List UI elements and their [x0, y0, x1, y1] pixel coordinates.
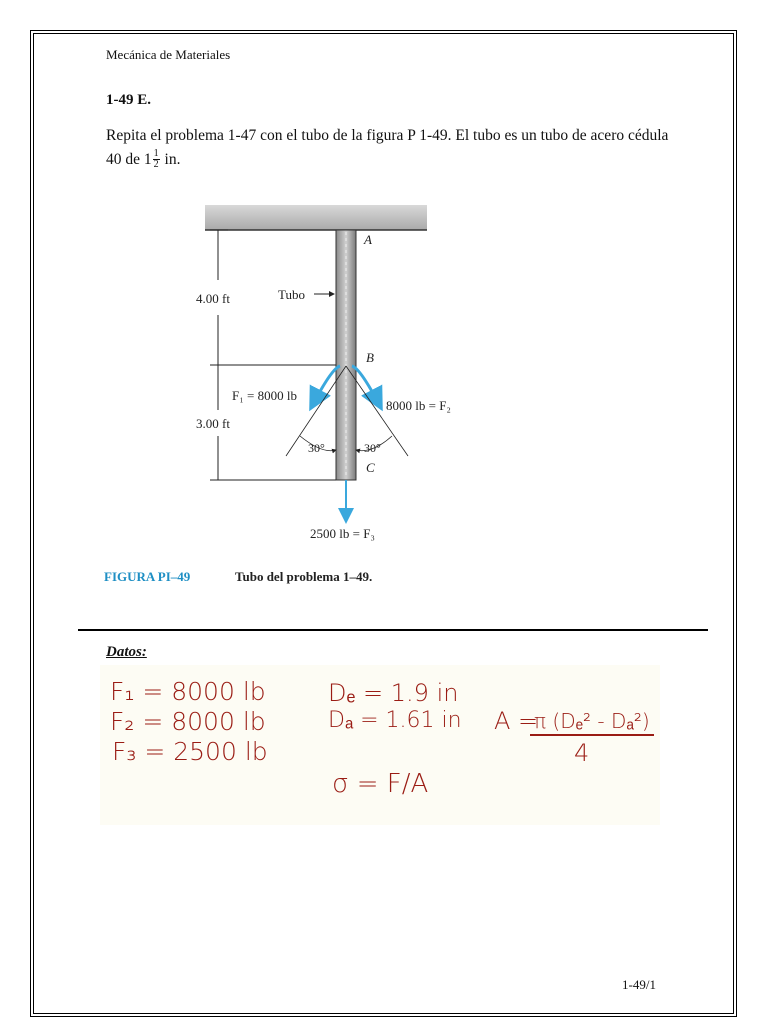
fraction-one-half	[153, 149, 160, 170]
angle-right: 30°	[364, 441, 381, 455]
ceiling-support	[205, 205, 427, 230]
note-area-lhs: A =	[494, 707, 539, 735]
tube-label: Tubo	[278, 287, 305, 302]
page-number: 1-49/1	[622, 977, 656, 992]
label-c: C	[366, 460, 375, 475]
statement-text: Repita el problema 1-47 con el tubo de la figura P 1-49. El tubo es un tubo de acero cédula 40 de 1	[106, 127, 669, 168]
note-f1: F₁ = 8000 lb	[110, 677, 266, 706]
note-area-den: 4	[574, 739, 590, 767]
dim-4ft: 4.00 ft	[196, 291, 230, 306]
dim-3ft: 3.00 ft	[196, 416, 230, 431]
problem-statement	[106, 124, 686, 172]
angle-left: 30°	[308, 441, 325, 455]
statement-end: in.	[160, 151, 181, 168]
f2-label: 8000 lb = F₂	[386, 398, 451, 413]
problem-number: 1-49 E.	[106, 92, 151, 108]
handwritten-notes	[100, 665, 660, 825]
note-stress: σ = F/A	[332, 769, 429, 799]
fraction-numerator: 1	[153, 147, 159, 159]
running-header: Mecánica de Materiales	[106, 47, 231, 62]
note-f3: F₃ = 2500 lb	[112, 737, 268, 766]
note-f2: F₂ = 8000 lb	[110, 707, 266, 736]
caption-text: Tubo del problema 1–49.	[235, 569, 373, 584]
datos-heading: Datos:	[106, 644, 147, 660]
note-de: Dₑ = 1.9 in	[328, 679, 459, 707]
label-a: A	[364, 232, 372, 247]
fraction-denominator: 2	[153, 158, 159, 170]
section-divider	[78, 629, 708, 631]
figure-p1-49	[100, 200, 500, 600]
note-area-num: π (Dₑ² - Dₐ²)	[530, 709, 654, 736]
f1-label: F₁ = 8000 lb	[232, 388, 297, 403]
caption-label: FIGURA PI–49	[104, 569, 191, 584]
label-b: B	[366, 350, 374, 365]
note-da: Dₐ = 1.61 in	[328, 708, 462, 733]
f3-label: 2500 lb = F₃	[310, 526, 375, 541]
